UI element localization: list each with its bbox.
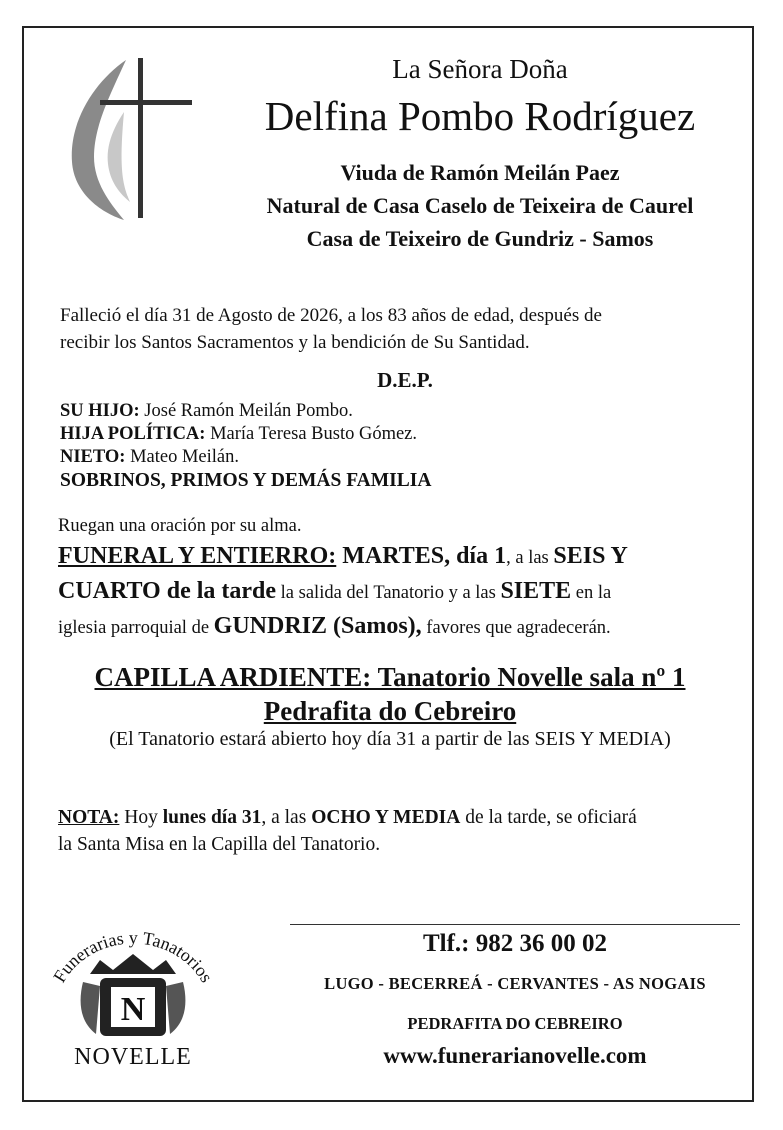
family-label: NIETO:: [60, 447, 126, 467]
family-label: SOBRINOS, PRIMOS Y DEMÁS FAMILIA: [60, 470, 432, 491]
funeral-line: [58, 575, 758, 610]
phone-number: Tlf.: 982 36 00 02: [422, 930, 608, 957]
nota-label: NOTA:: [58, 807, 120, 828]
funeral-text: la salida del Tanatorio y a las: [276, 583, 501, 603]
widow-line: Viuda de Ramón Meilán Paez: [340, 160, 620, 185]
locations: LUGO - BECERREÁ - CERVANTES - AS NOGAIS: [324, 974, 706, 993]
novelle-logo: [38, 912, 228, 1072]
family-value: María Teresa Busto Gómez.: [205, 424, 418, 444]
funeral-text: iglesia parroquial de: [58, 618, 214, 638]
chapel-line1: CAPILLA ARDIENTE: Tanatorio Novelle sala nº 1: [94, 662, 686, 692]
family-item: [60, 400, 750, 423]
funeral-day: MARTES, día 1: [336, 543, 507, 569]
family-item: [60, 469, 750, 492]
website: www.funerarianovelle.com: [383, 1043, 647, 1068]
chapel-note: (El Tanatorio estará abierto hoy día 31 a partir de las SEIS Y MEDIA): [109, 728, 671, 750]
location-pedrafita: PEDRAFITA DO CEBREIRO: [407, 1014, 623, 1033]
nota-time: OCHO Y MEDIA: [311, 807, 461, 828]
family-item: [60, 446, 750, 469]
funeral-time2: SIETE: [500, 578, 572, 604]
death-notice-line: recibir los Santos Sacramentos y la bendición de Su Santidad.: [60, 332, 530, 353]
family-value: José Ramón Meilán Pombo.: [139, 401, 353, 421]
logo-letter: N: [120, 991, 146, 1028]
deceased-name: Delfina Pombo Rodríguez: [264, 93, 696, 139]
family-label: SU HIJO:: [60, 401, 140, 421]
nota-day: lunes día 31: [162, 807, 262, 828]
funeral-heading: FUNERAL Y ENTIERRO:: [58, 543, 337, 569]
chapel-line2: Pedrafita do Cebreiro: [263, 696, 517, 726]
logo-arc-text: Funerarias y Tanatorios: [49, 927, 217, 986]
family-label: HIJA POLÍTICA:: [60, 424, 206, 444]
nota-text: , a las: [261, 807, 312, 828]
family-item: [60, 423, 750, 446]
mass-note-line: la Santa Misa en la Capilla del Tanatorio.: [58, 834, 381, 855]
title-prefix: La Señora Doña: [392, 54, 568, 84]
death-notice-line: Falleció el día 31 de Agosto de 2026, a los 83 años de edad, después de: [60, 305, 602, 326]
prayer-request: Ruegan una oración por su alma.: [58, 516, 302, 536]
funeral-text: en la: [571, 583, 612, 603]
cross-flame-icon: [64, 52, 196, 227]
family-value: Mateo Meilán.: [125, 447, 240, 467]
nota-text: de la tarde, se oficiará: [460, 807, 637, 828]
funeral-text: , a las: [506, 548, 554, 568]
home-line: Casa de Teixeiro de Gundriz - Samos: [306, 226, 654, 251]
funeral-info: [58, 540, 758, 645]
funeral-line: [58, 540, 758, 575]
funeral-time1b: CUARTO de la tarde: [58, 578, 277, 604]
nota-text: Hoy: [119, 807, 163, 828]
logo-name: NOVELLE: [74, 1044, 192, 1070]
chapel-info: [40, 660, 740, 728]
dep-label: D.E.P.: [377, 368, 433, 392]
mass-note-line: [58, 804, 758, 831]
funeral-text: favores que agradecerán.: [421, 618, 611, 638]
footer-divider: [290, 924, 740, 925]
origin-line: Natural de Casa Caselo de Teixeira de Caurel: [266, 193, 694, 218]
funeral-place: GUNDRIZ (Samos),: [213, 613, 422, 639]
death-notice: [60, 302, 750, 356]
family-list: [60, 400, 750, 492]
mass-note: [58, 804, 758, 858]
funeral-line: [58, 610, 758, 645]
funeral-time1: SEIS Y: [553, 543, 628, 569]
